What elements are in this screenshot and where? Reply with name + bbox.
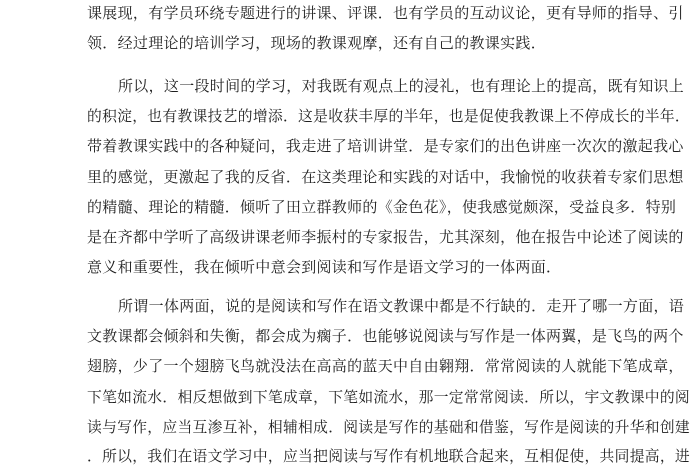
text-line: 所以，这一段时间的学习，对我既有观点上的浸礼，也有理论上的提高，既有知识上	[118, 77, 685, 95]
text-line: 所谓一体两面，说的是阅读和写作在语文教课中都是不行缺的．走开了哪一方面，语	[118, 297, 685, 315]
text-line: 的精髓、理论的精髓．倾听了田立群教师的《金色花》，使我感觉颇深，受益良多．特别	[87, 198, 677, 216]
text-line: 下笔如流水．相反想做到下笔成章，下笔如流水，那一定常常阅读．所以，宇文教课中的阅	[87, 388, 691, 406]
text-line: 意义和重要性，我在倾听中意会到阅读和写作是语文学习的一体两面．	[87, 258, 562, 276]
text-line: 里的感觉，更激起了我的反省．在这类理论和实践的对话中，我愉悦的收获着专家们思想	[87, 168, 684, 186]
text-line: 领．经过理论的培训学习，现场的教课观摩，还有自己的教课实践．	[87, 34, 547, 52]
text-line: 翅膀，少了一个翅膀飞鸟就没法在高高的蓝天中自由翱翔．常常阅读的人就能下笔成章，	[87, 357, 684, 375]
text-line: 读与写作，应当互渗互补，相辅相成．阅读是写作的基础和借鉴，写作是阅读的升华和创建	[87, 418, 691, 436]
text-line: ．所以，我们在语文学习中，应当把阅读与写作有机地联合起来，互相促使，共同提高，进	[87, 447, 691, 465]
text-line: 课展现，有学员环绕专题进行的讲课、评课．也有学员的互动议论，更有导师的指导、引	[87, 4, 684, 22]
text-line: 带着教课实践中的各种疑问，我走进了培训讲堂．是专家们的出色讲座一次次的激起我心	[87, 137, 684, 155]
text-line: 文教课都会倾斜和失衡，都会成为瘸子．也能够说阅读与写作是一体两翼，是飞鸟的两个	[87, 327, 684, 345]
text-line: 是在齐都中学听了高级讲课老师李振村的专家报告，尤其深刻，他在报告中论述了阅读的	[87, 228, 684, 246]
text-line: 的积淀，也有教课技艺的增添．这是收获丰厚的半年，也是促使我教课上不停成长的半年．	[87, 107, 691, 125]
